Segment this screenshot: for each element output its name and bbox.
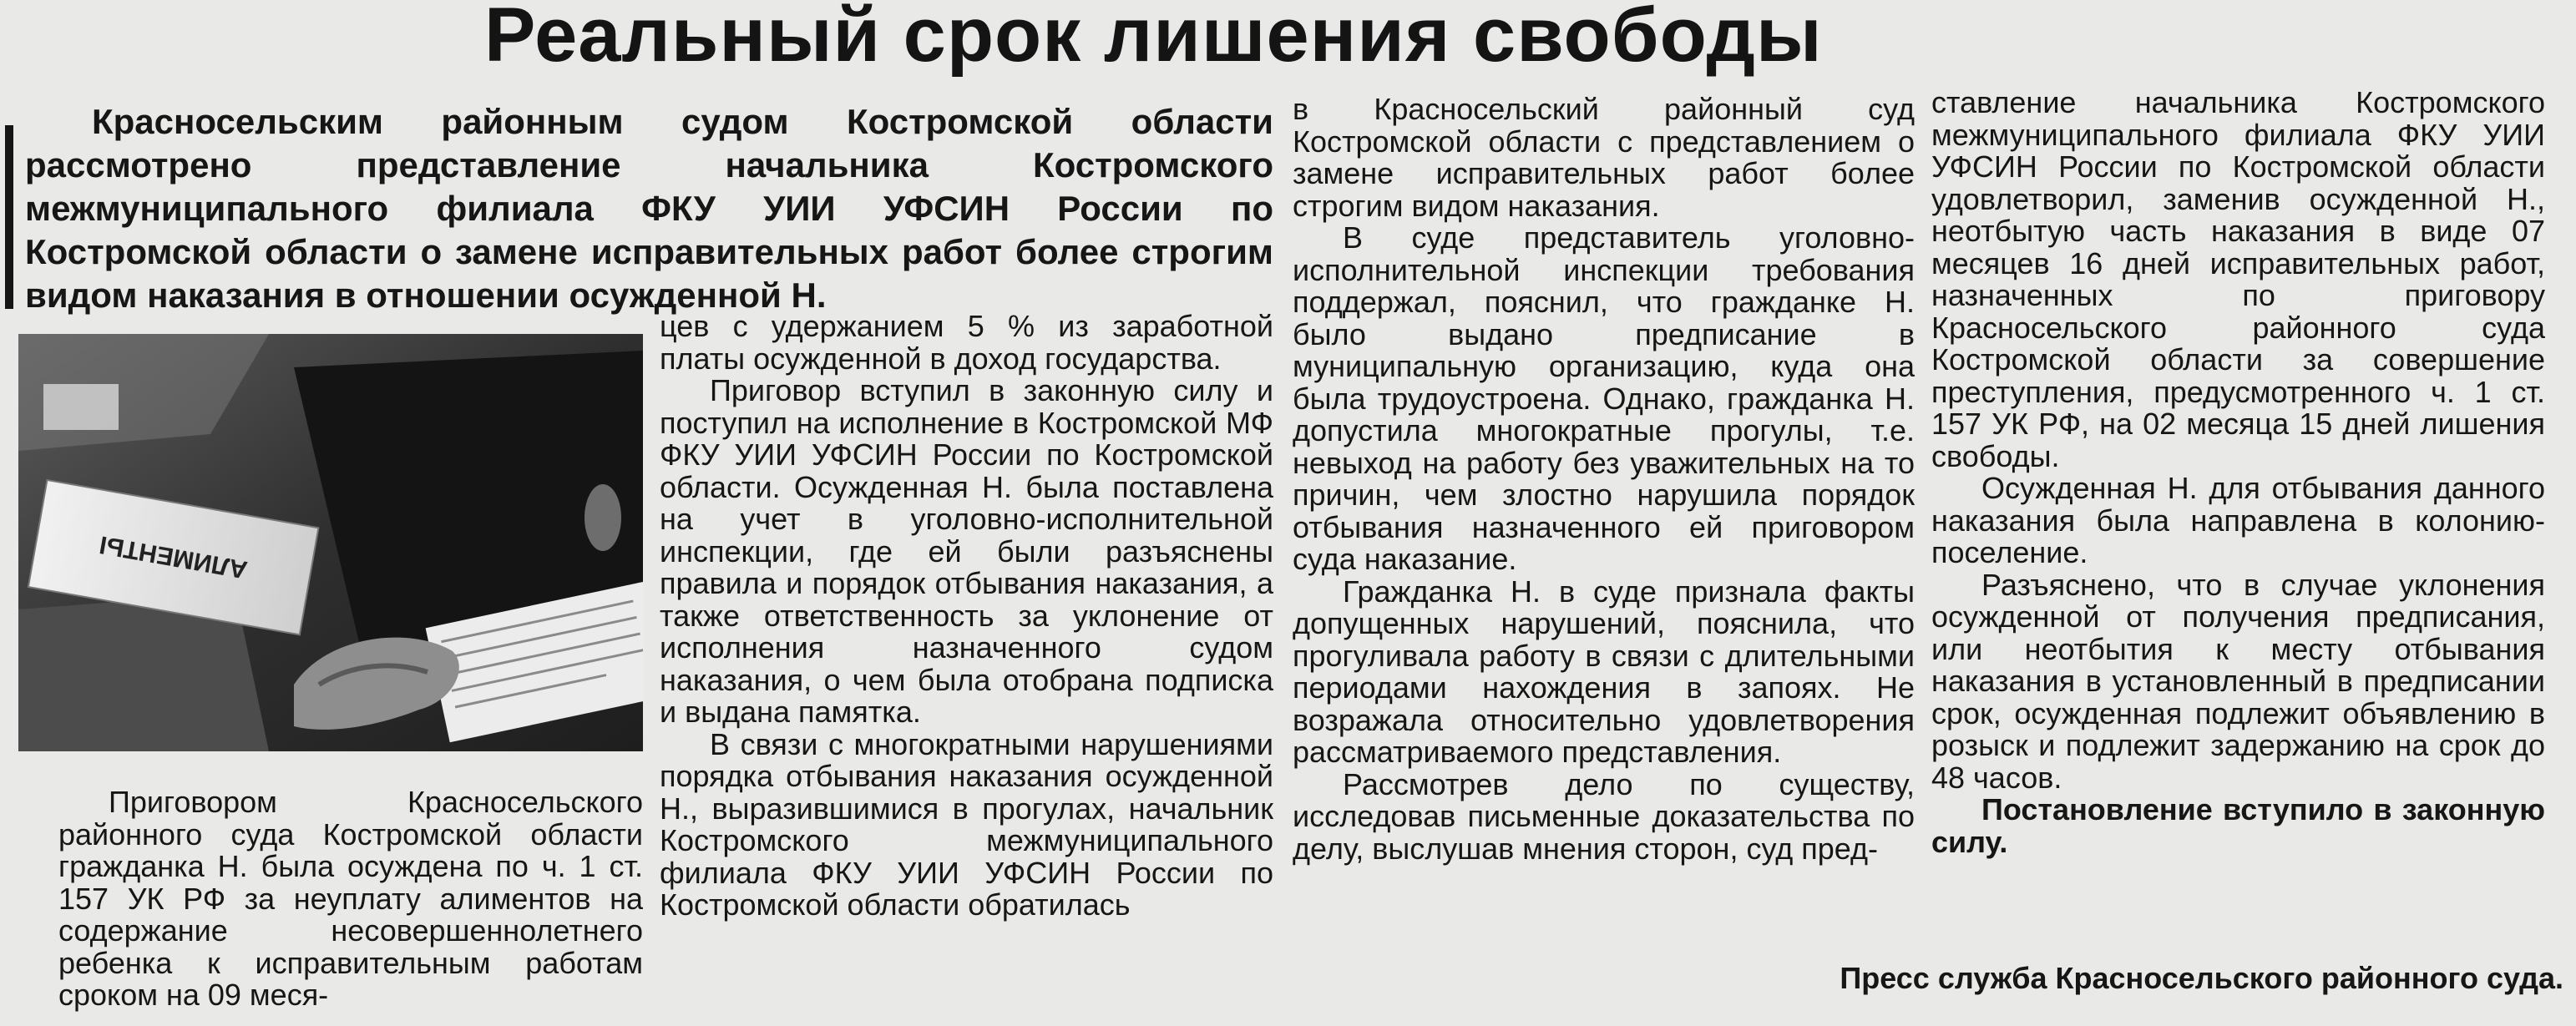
photo-folder-label: АЛИМЕНТЫ <box>97 530 250 584</box>
patch-icon <box>585 484 621 551</box>
column-4 <box>1931 87 2545 858</box>
headline: Реальный срок лишения свободы <box>484 0 1823 78</box>
article-photo <box>18 334 643 751</box>
col2-paragraph: Приговор вступил в законную силу и поступил на исполнение в Костромской МФ ФКУ УИИ УФСИН России по Костромской области. Осужденная Н. была поставлена на учет в уголовно-исполнительной инспекции, где ей были разъяснены правила и порядок отбывания наказания, а также ответственность за уклонение от исполнения назначенного судом наказания, о чем была отобрана подписка и выдана памятка. <box>660 373 1273 729</box>
column-1 <box>58 786 643 1012</box>
col2-paragraph: В связи с многократными нарушениями порядка отбывания наказания осужденной Н., выразившимися в прогулах, начальник Костромского межмуниципального филиала ФКУ УИИ УФСИН России по Костромской области обратилась <box>660 726 1273 922</box>
lead-bar <box>5 125 13 309</box>
col4-paragraph: ставление начальника Костромского межмуниципального филиала ФКУ УИИ УФСИН России по Костромской области удовлетворил, заменив осужденной Н., неотбытую часть наказания в виде 07 месяцев 16 дней исправительных работ, назначенных по приговору Красносельского районного суда Костромской области за совершение преступления, предусмотренного ч. 1 ст. 157 УК РФ, на 02 месяца 15 дней лишения свободы. <box>1931 85 2545 473</box>
press-credit: Пресс служба Красносельского районного суда. <box>1840 961 2563 995</box>
col1-paragraph: Приговором Красносельского районного суда Костромской области гражданка Н. была осуждена по ч. 1 ст. 157 УК РФ за неуплату алиментов на содержание несовершеннолетнего ребенка к исправительным работам сроком на 09 меся- <box>58 785 643 1012</box>
col3-paragraph: Гражданка Н. в суде признала факты допущенных нарушений, пояснила, что прогуливала работу в связи с длительными периодами нахождения в запоях. Не возражала относительно удовлетворения рассматриваемого представления. <box>1293 574 1915 769</box>
col4-paragraph: Осужденная Н. для отбывания данного наказания была направлена в колонию-поселение. <box>1931 471 2545 569</box>
col4-paragraph: Разъяснено, что в случае уклонения осужденной от получения предписания, или неотбытия к месту отбывания наказания в установленный в предписании срок, осужденная подлежит объявлению в розыск и подлежит задержанию на срок до 48 часов. <box>1931 567 2545 795</box>
col3-paragraph: В суде представитель уголовно-исполнительной инспекции требования поддержал, пояснил, что гражданке Н. было выдано предписание в муниципальную организацию, куда она была трудоустроена. Однако, гражданка Н. допустила многократные прогулы, т.е. невыход на работу без уважительных на то причин, чем злостно нарушила порядок отбывания назначенного ей приговором суда наказание. <box>1293 220 1915 576</box>
lead-paragraph: Красносельским районным судом Костромской области рассмотрено представление начальника Костромского межмуниципального филиала ФКУ УИИ УФСИН России по Костромской области о замене исправительных работ более строгим видом наказания в отношении осужденной Н. <box>25 102 1273 315</box>
column-2 <box>660 311 1273 922</box>
verdict-paragraph: Постановление вступило в законную силу. <box>1931 792 2545 859</box>
column-3 <box>1293 94 1915 865</box>
col2-paragraph: цев с удержанием 5 % из заработной платы осужденной в доход государства. <box>660 309 1273 376</box>
col3-paragraph: в Красносельский районный суд Костромской области с представлением о замене исправительных работ более строгим видом наказания. <box>1293 92 1915 223</box>
col3-paragraph: Рассмотрев дело по существу, исследовав письменные доказательства по делу, выслушав мнения сторон, суд пред- <box>1293 766 1915 866</box>
